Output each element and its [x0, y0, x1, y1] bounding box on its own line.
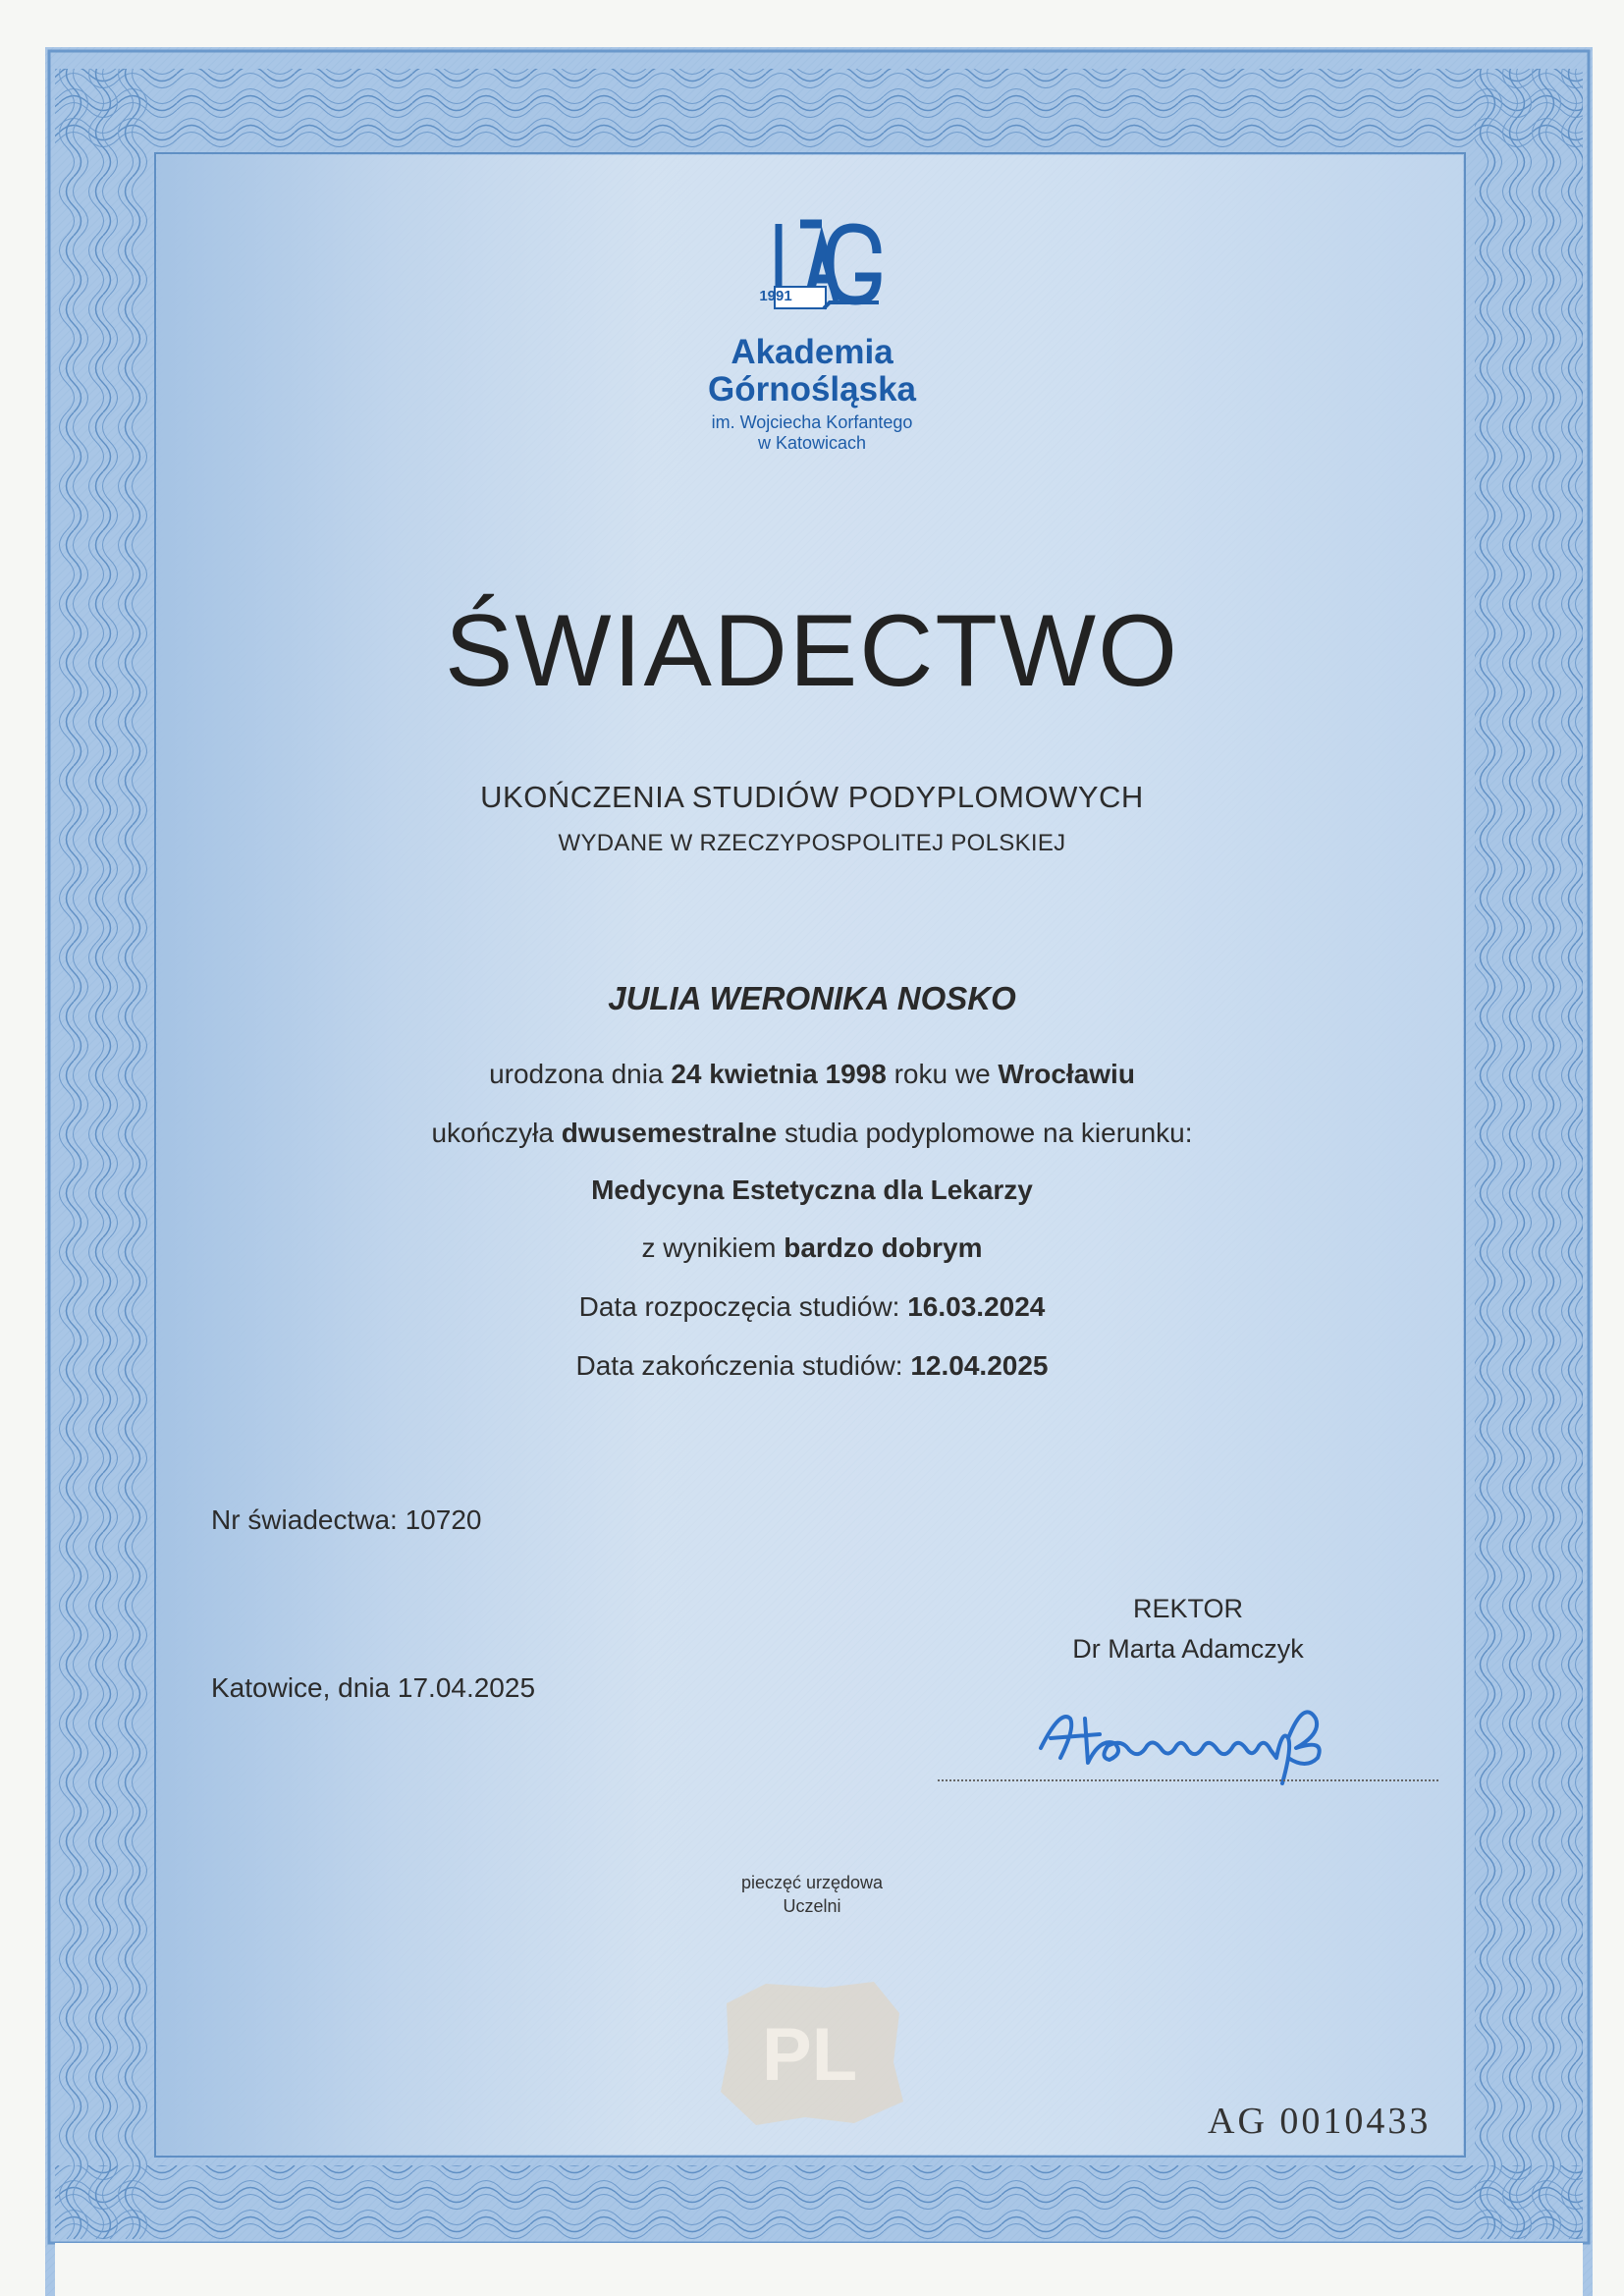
institution-subline1: im. Wojciecha Korfantego [711, 412, 913, 432]
certificate-body-background [157, 155, 1463, 2155]
logo-year: 1991 [759, 288, 792, 304]
place-and-date: Katowice, dnia 17.04.2025 [211, 1672, 536, 1703]
birth-mid: roku we [893, 1059, 991, 1089]
end-date-label: Data zakończenia studiów: [575, 1350, 903, 1381]
akademia-logo-icon [761, 214, 889, 322]
birth-place: Wrocławiu [998, 1059, 1135, 1089]
serial-number: AG 0010433 [1208, 2101, 1432, 2142]
completion-prefix: ukończyła [431, 1118, 554, 1148]
seal-label-line1: pieczęć urzędowa [740, 1873, 884, 1892]
document-title: ŚWIADECTWO [445, 594, 1179, 708]
document-subtitle-2: WYDANE W RZECZYPOSPOLITEJ POLSKIEJ [558, 830, 1066, 856]
start-date-line [0, 1291, 1624, 1323]
field-of-study [0, 1175, 1624, 1206]
signature-icon [1031, 1689, 1355, 1787]
birth-date: 24 kwietnia 1998 [671, 1059, 887, 1089]
birth-line [0, 1059, 1624, 1090]
result-value: bardzo dobrym [784, 1232, 983, 1263]
study-mode: dwusemestralne [561, 1118, 778, 1148]
pl-hologram-mark [707, 1974, 913, 2131]
seal-label [0, 1871, 1624, 1918]
birth-prefix: urodzona dnia [489, 1059, 664, 1089]
signatory-name: Dr Marta Adamczyk [1072, 1634, 1304, 1664]
completion-suffix: studia podyplomowe na kierunku: [784, 1118, 1193, 1148]
institution-name-line2: Górnośląska [707, 370, 917, 409]
signatory-role: REKTOR [1132, 1594, 1244, 1623]
seal-label-line2: Uczelni [783, 1896, 841, 1916]
end-date-value: 12.04.2025 [910, 1350, 1049, 1381]
field-of-study-text: Medycyna Estetyczna dla Lekarzy [591, 1175, 1033, 1205]
signature-line [938, 1779, 1438, 1781]
svg-text:PL: PL [762, 2013, 858, 2097]
document-subtitle-1: UKOŃCZENIA STUDIÓW PODYPLOMOWYCH [480, 780, 1144, 814]
start-date-value: 16.03.2024 [907, 1291, 1046, 1322]
holder-name: JULIA WERONIKA NOSKO [608, 980, 1016, 1016]
start-date-label: Data rozpoczęcia studiów: [578, 1291, 900, 1322]
completion-line [0, 1118, 1624, 1149]
certificate-number: Nr świadectwa: 10720 [211, 1504, 482, 1535]
end-date-line [0, 1350, 1624, 1382]
result-line [0, 1232, 1624, 1264]
institution-subline2: w Katowicach [757, 433, 867, 453]
institution-name-line1: Akademia [731, 333, 893, 371]
result-prefix: z wynikiem [641, 1232, 777, 1263]
